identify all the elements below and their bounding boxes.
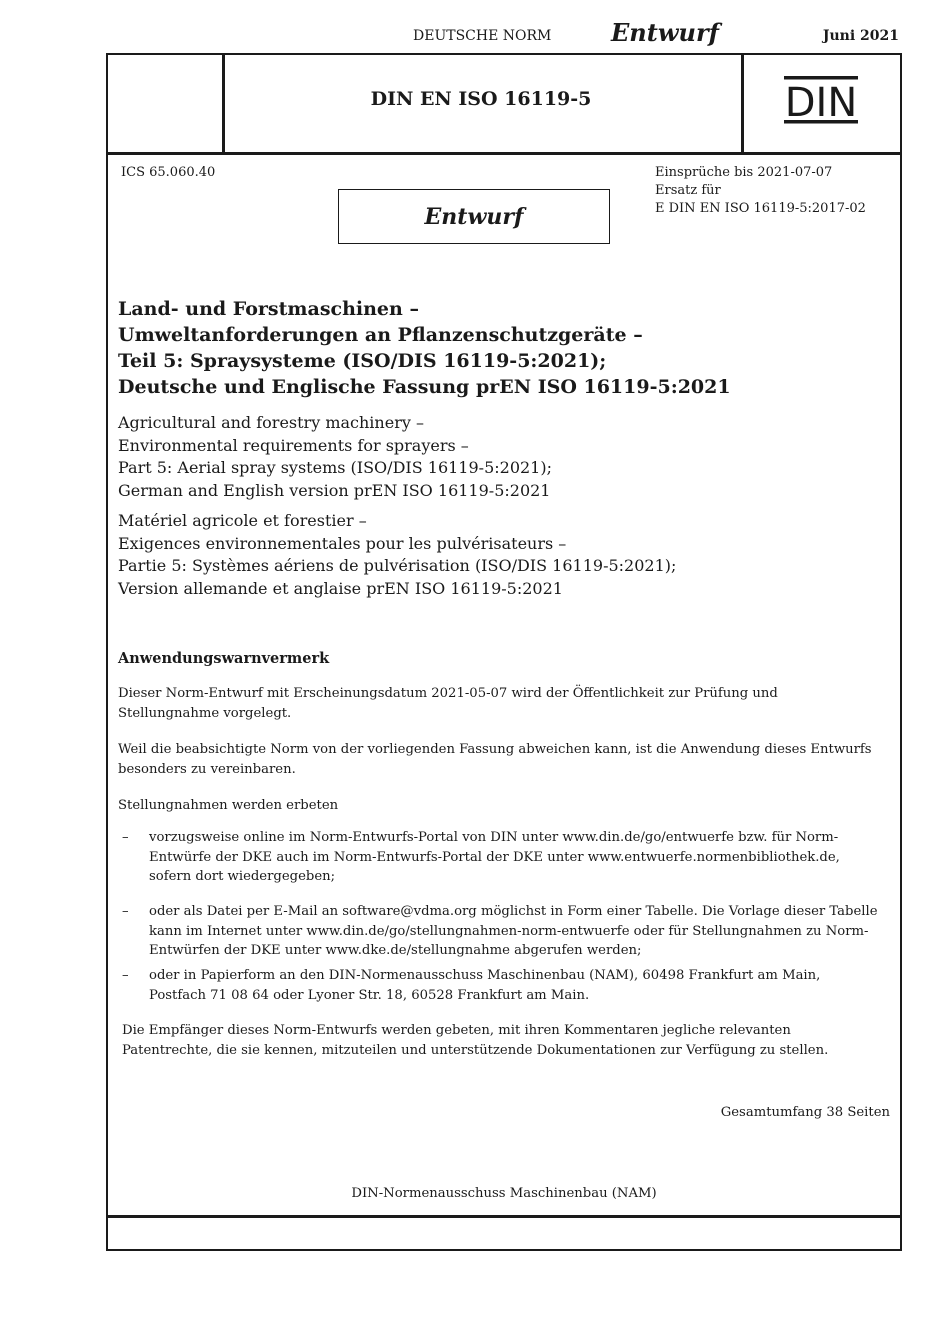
title-fr-line: Partie 5: Systèmes aériens de pulvérisation (ISO/DIS 16119-5:2021);	[118, 556, 677, 575]
side-info	[655, 164, 866, 218]
paragraph-line: Dieser Norm-Entwurf mit Erscheinungsdatum 2021-05-07 wird der Öffentlichkeit zur Prüfung und	[118, 686, 778, 701]
warning-heading: Anwendungswarnvermerk	[118, 650, 330, 667]
warning-paragraph-4	[122, 1021, 897, 1060]
draft-label: Entwurf	[611, 18, 719, 47]
list-item-line: Entwürfen der DKE unter www.dke.de/stellungnahme abgerufen werden;	[149, 943, 642, 958]
replaced-document: E DIN EN ISO 16119-5:2017-02	[655, 201, 866, 216]
title-en-line: Environmental requirements for sprayers –	[118, 435, 469, 455]
list-item-line: sofern dort wiedergegeben;	[149, 869, 336, 884]
title-en-line: Agricultural and forestry machinery –	[118, 413, 424, 432]
replacement-label: Ersatz für	[655, 183, 721, 198]
title-fr-line: Version allemande et anglaise prEN ISO 16119-5:2021	[118, 578, 563, 598]
title-en-line: German and English version prEN ISO 16119-5:2021	[118, 480, 551, 500]
paragraph-line: Weil die beabsichtigte Norm von der vorliegenden Fassung abweichen kann, ist die Anwendung dieses Entwurfs	[118, 742, 872, 757]
title-french	[118, 510, 676, 600]
draft-status-box: Entwurf	[338, 189, 610, 244]
title-en-line: Part 5: Aerial spray systems (ISO/DIS 16119-5:2021);	[118, 458, 552, 477]
list-dash: –	[122, 830, 129, 845]
paragraph-line: Stellungnahme vorgelegt.	[118, 705, 292, 721]
paragraph-line: Patentrechte, die sie kennen, mitzuteilen und unterstützende Dokumentationen zur Verfügung zu stellen.	[122, 1042, 829, 1058]
list-dash: –	[122, 968, 129, 983]
title-de-line: Deutsche und Englische Fassung prEN ISO 16119-5:2021	[118, 376, 731, 398]
total-pages: Gesamtumfang 38 Seiten	[720, 1105, 890, 1120]
title-german	[118, 296, 731, 400]
warning-paragraph-1	[118, 684, 893, 723]
title-english	[118, 412, 552, 502]
paragraph-line: Die Empfänger dieses Norm-Entwurfs werden gebeten, mit ihren Kommentaren jegliche relevanten	[122, 1023, 791, 1038]
list-dash: –	[122, 904, 129, 919]
paragraph-line: besonders zu vereinbaren.	[118, 761, 296, 777]
header-bottom-rule	[108, 152, 900, 155]
list-item-line: Entwürfe der DKE auch im Norm-Entwurfs-Portal der DKE unter www.entwuerfe.normenbibliothek.de,	[149, 849, 840, 865]
document-number: DIN EN ISO 16119-5	[370, 88, 592, 110]
din-logo-text: DIN	[784, 80, 858, 126]
warning-paragraph-2	[118, 740, 893, 779]
ics-code: ICS 65.060.40	[121, 165, 216, 180]
list-item-line: vorzugsweise online im Norm-Entwurfs-Portal von DIN unter www.din.de/go/entwuerfe bzw. für Norm-	[149, 830, 839, 845]
publication-date: Juni 2021	[822, 28, 899, 44]
list-item-line: kann im Internet unter www.din.de/go/stellungnahmen-norm-entwuerfe oder für Stellungnahmen zu Norm-	[149, 923, 869, 939]
din-logo	[780, 74, 862, 130]
title-fr-line: Exigences environnementales pour les pulvérisateurs –	[118, 533, 567, 553]
committee-name: DIN-Normenausschuss Maschinenbau (NAM)	[351, 1186, 657, 1201]
title-de-line: Umweltanforderungen an Pflanzenschutzgeräte –	[118, 324, 643, 346]
title-de-line: Land- und Forstmaschinen –	[118, 298, 419, 320]
list-item-line: oder als Datei per E-Mail an software@vdma.org möglichst in Form einer Tabelle. Die Vorlage dieser Tabelle	[149, 904, 878, 919]
header-divider-right	[741, 55, 744, 155]
title-fr-line: Matériel agricole et forestier –	[118, 511, 367, 530]
objections-deadline: Einsprüche bis 2021-07-07	[655, 165, 833, 180]
series-label: DEUTSCHE NORM	[413, 28, 552, 44]
list-item-line: oder in Papierform an den DIN-Normenausschuss Maschinenbau (NAM), 60498 Frankfurt am Main,	[149, 968, 821, 983]
warning-paragraph-3: Stellungnahmen werden erbeten	[118, 798, 339, 813]
list-item-line: Postfach 71 08 64 oder Lyoner Str. 18, 60528 Frankfurt am Main.	[149, 987, 590, 1003]
footer-rule	[108, 1215, 900, 1218]
title-de-line: Teil 5: Spraysysteme (ISO/DIS 16119-5:2021);	[118, 350, 607, 372]
